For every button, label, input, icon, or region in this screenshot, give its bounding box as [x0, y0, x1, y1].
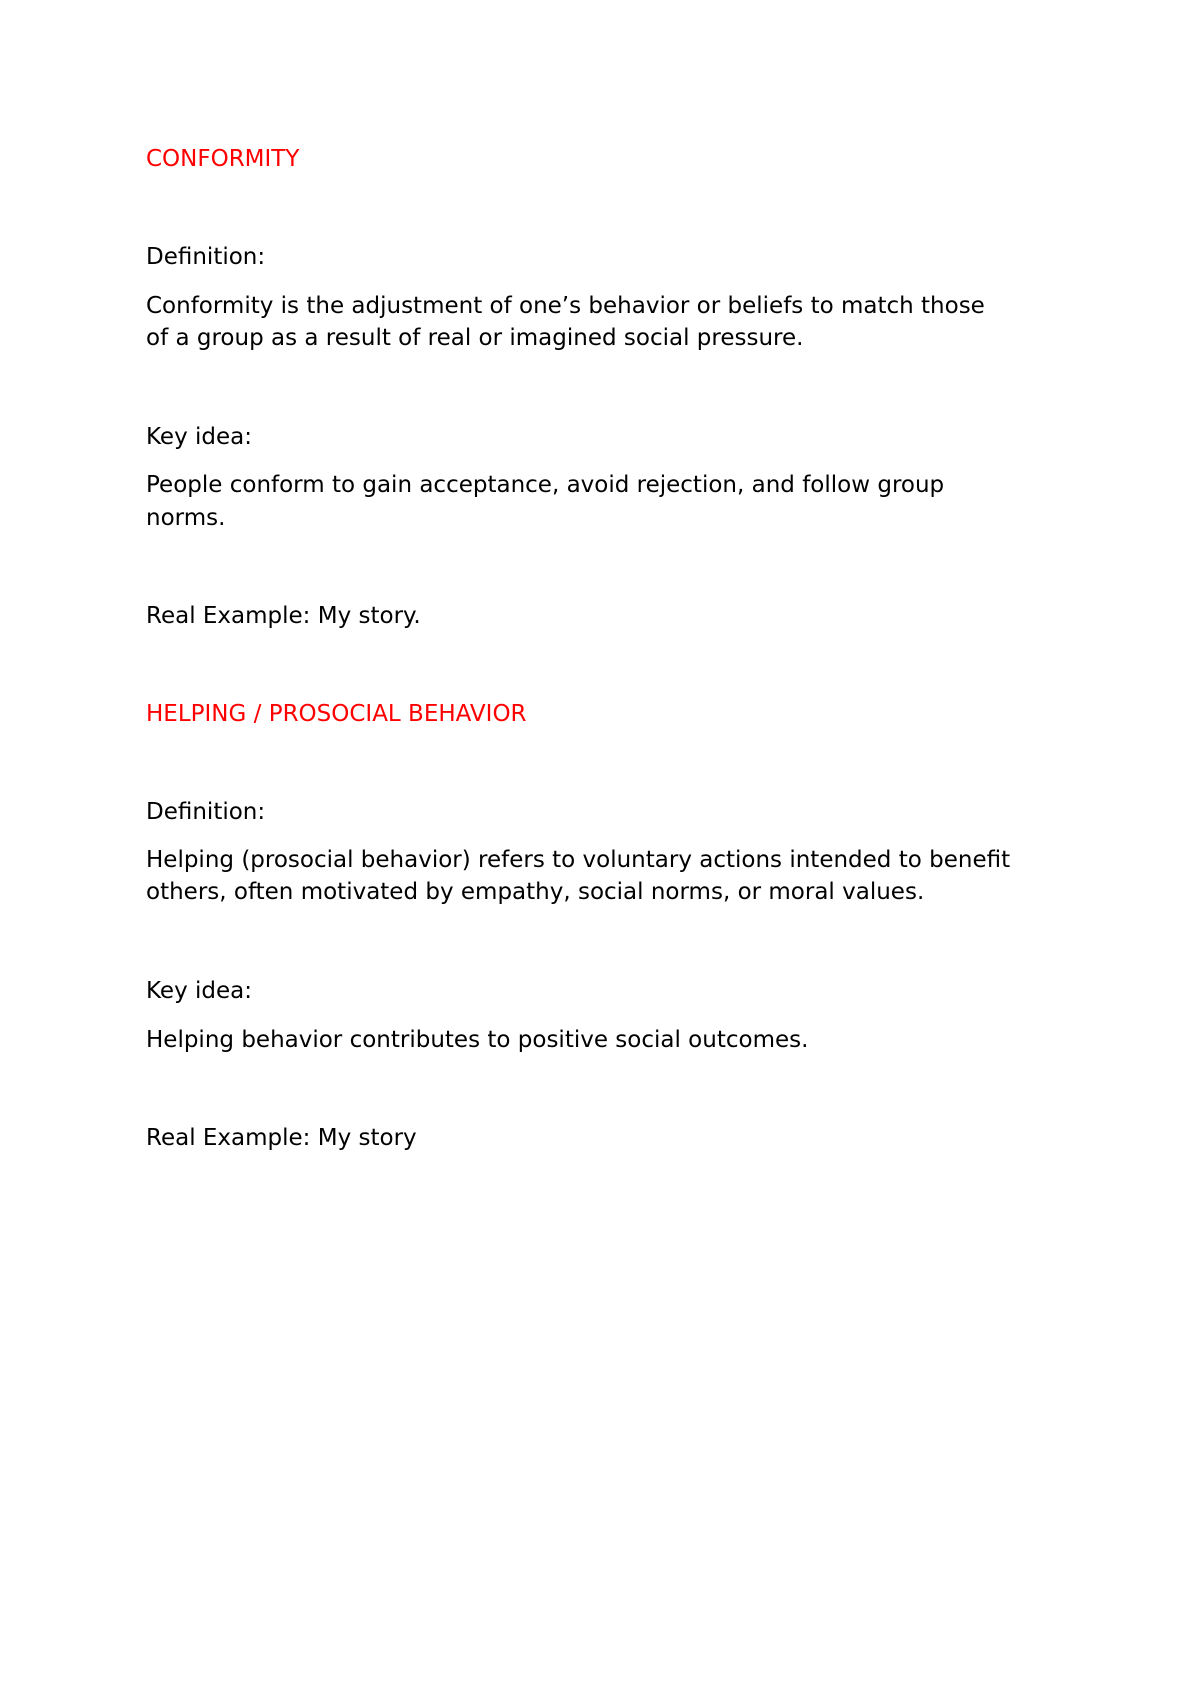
- definition-text-line: Conformity is the adjustment of one’s behavior or beliefs to match those: [146, 293, 985, 319]
- section-heading-helping: HELPING / PROSOCIAL BEHAVIOR: [146, 701, 527, 727]
- key-idea-text-line: People conform to gain acceptance, avoid rejection, and follow group: [146, 472, 945, 498]
- definition-label: Definition:: [146, 799, 266, 825]
- section-heading-conformity: CONFORMITY: [146, 146, 300, 172]
- real-example: Real Example: My story.: [146, 603, 421, 629]
- key-idea-label: Key idea:: [146, 978, 252, 1004]
- key-idea-label: Key idea:: [146, 424, 252, 450]
- definition-label: Definition:: [146, 244, 266, 270]
- definition-text-line: of a group as a result of real or imagined social pressure.: [146, 325, 804, 351]
- key-idea-text-line: norms.: [146, 505, 226, 531]
- key-idea-text-line: Helping behavior contributes to positive social outcomes.: [146, 1027, 809, 1053]
- definition-text-line: others, often motivated by empathy, social norms, or moral values.: [146, 879, 925, 905]
- definition-text-line: Helping (prosocial behavior) refers to voluntary actions intended to benefit: [146, 847, 1011, 873]
- real-example: Real Example: My story: [146, 1125, 417, 1151]
